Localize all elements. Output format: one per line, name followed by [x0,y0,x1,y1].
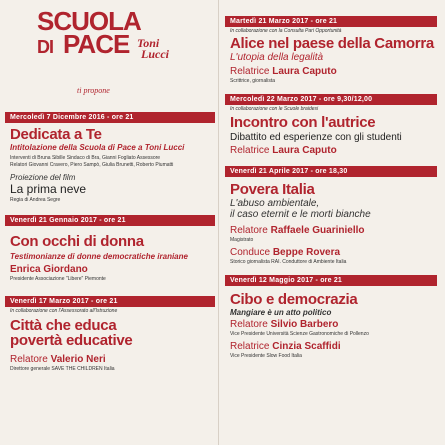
event-speaker-line [230,66,437,77]
event-date: Venerdì 12 Maggio 2017 - ore 21 [225,275,437,286]
event-conduce-line [230,247,437,258]
speaker-2-name: Cinzia Scaffidi [272,341,341,352]
film-label: Proiezione del film [10,173,76,182]
left-column [5,0,215,372]
event-subtitle: L'utopia della legalità [230,52,324,63]
event-speaker-line [230,225,437,236]
event-subtitle: Mangiare è un atto politico [230,308,332,317]
event-speakers: Interventi di Bruna Sibille Sindaco di Bra, Gianni Fogliato Assessore [10,155,161,161]
event-2 [5,215,215,282]
event-note: In collaborazione con la Consulta Pari Opportunità [230,28,342,34]
event-speaker-role: Vice Presidente Università Scienze Gastronomiche di Pollenzo [230,331,369,337]
event-title: Dedicata a Te [10,126,102,143]
event-speaker-2-role: Vice Presidente Slow Food Italia [230,353,302,359]
event-subtitle-2: il caso eternit e le morti bianche [230,209,371,220]
event-title: Cibo e democrazia [230,291,358,308]
event-title: Povera Italia [230,181,315,198]
event-subtitle: Intitolazione della Scuola di Pace a Toni Lucci [10,143,185,152]
event-speaker: Enrica Giordano [10,264,88,275]
event-title: Città che educa [10,317,117,334]
speaker-label: Relatore [230,225,268,236]
event-title: Alice nel paese della Camorra [230,35,434,52]
event-1 [5,112,215,203]
event-6 [225,166,437,265]
event-conduce-role: Storico giornalista RAI. Conduttore di Ambiente Italia [230,259,347,265]
event-speakers-2: Relatori Giovanni Cravero, Piero Sampò, Giulia Brunetti, Roberto Piumatti [10,162,174,168]
event-date: Mercoledì 7 Dicembre 2016 - ore 21 [5,112,215,123]
event-subtitle-1: L'abuso ambientale, [230,198,320,209]
event-speaker-role: Scrittrice, giornalista [230,78,276,84]
event-speaker-line [230,145,437,156]
event-speaker-role: Magistrato [230,237,254,243]
event-speaker-line [230,319,437,330]
event-date: Venerdì 17 Marzo 2017 - ore 21 [5,296,215,307]
event-subtitle: Testimonianze di donne democratiche iraniane [10,252,188,261]
logo-scuola: SCUOLA [37,6,141,36]
event-description: Dibattito ed esperienze con gli studenti [230,132,402,143]
logo-block [5,0,215,112]
speaker-label: Relatore [230,319,268,330]
logo-lucci: Lucci [141,47,169,61]
speaker-name: Laura Caputo [272,145,337,156]
logo-di: DI [37,37,53,57]
event-title: Incontro con l'autrice [230,114,376,131]
event-speaker-role: Direttore generale SAVE THE CHILDREN Italia [10,366,115,372]
speaker-label: Relatore [10,354,48,365]
event-note: In collaborazione con l'Assessorato all'Istruzione [10,308,118,314]
conduce-name: Beppe Rovera [272,247,341,258]
event-note: In collaborazione con le Scuole braidesi [230,106,319,112]
event-5 [225,94,437,156]
event-title-2: povertà educative [10,332,133,349]
fold-line [218,0,219,445]
tagline: ti propone [77,86,110,95]
event-3 [5,296,215,372]
logo-pace: PACE [63,29,130,59]
event-date: Mercoledì 22 Marzo 2017 - ore 9,30/12,00 [225,94,437,105]
speaker-name: Silvio Barbero [270,319,339,330]
event-speaker-role: Presidente Associazione "Libere" Piemonte [10,276,106,282]
event-title: Con occhi di donna [10,233,144,250]
event-7 [225,275,437,359]
speaker-name: Valerio Neri [50,354,106,365]
event-date: Martedì 21 Marzo 2017 - ore 21 [225,16,437,27]
conduce-label: Conduce [230,247,271,258]
speaker-label: Relatrice [230,145,270,156]
event-date: Venerdì 21 Aprile 2017 - ore 18,30 [225,166,437,177]
film-director: Regia di Andrea Segre [10,197,61,203]
event-date: Venerdì 21 Gennaio 2017 - ore 21 [5,215,215,226]
speaker-label: Relatrice [230,66,270,77]
speaker-name: Raffaele Guariniello [270,225,365,236]
logo-toni: Toni [137,36,160,50]
speaker-name: Laura Caputo [272,66,337,77]
film-title: La prima neve [10,182,87,196]
event-speaker-line [10,354,215,365]
event-4 [225,16,437,84]
right-column [225,16,437,359]
speaker-2-label: Relatrice [230,341,270,352]
event-speaker-2-line [230,341,437,352]
